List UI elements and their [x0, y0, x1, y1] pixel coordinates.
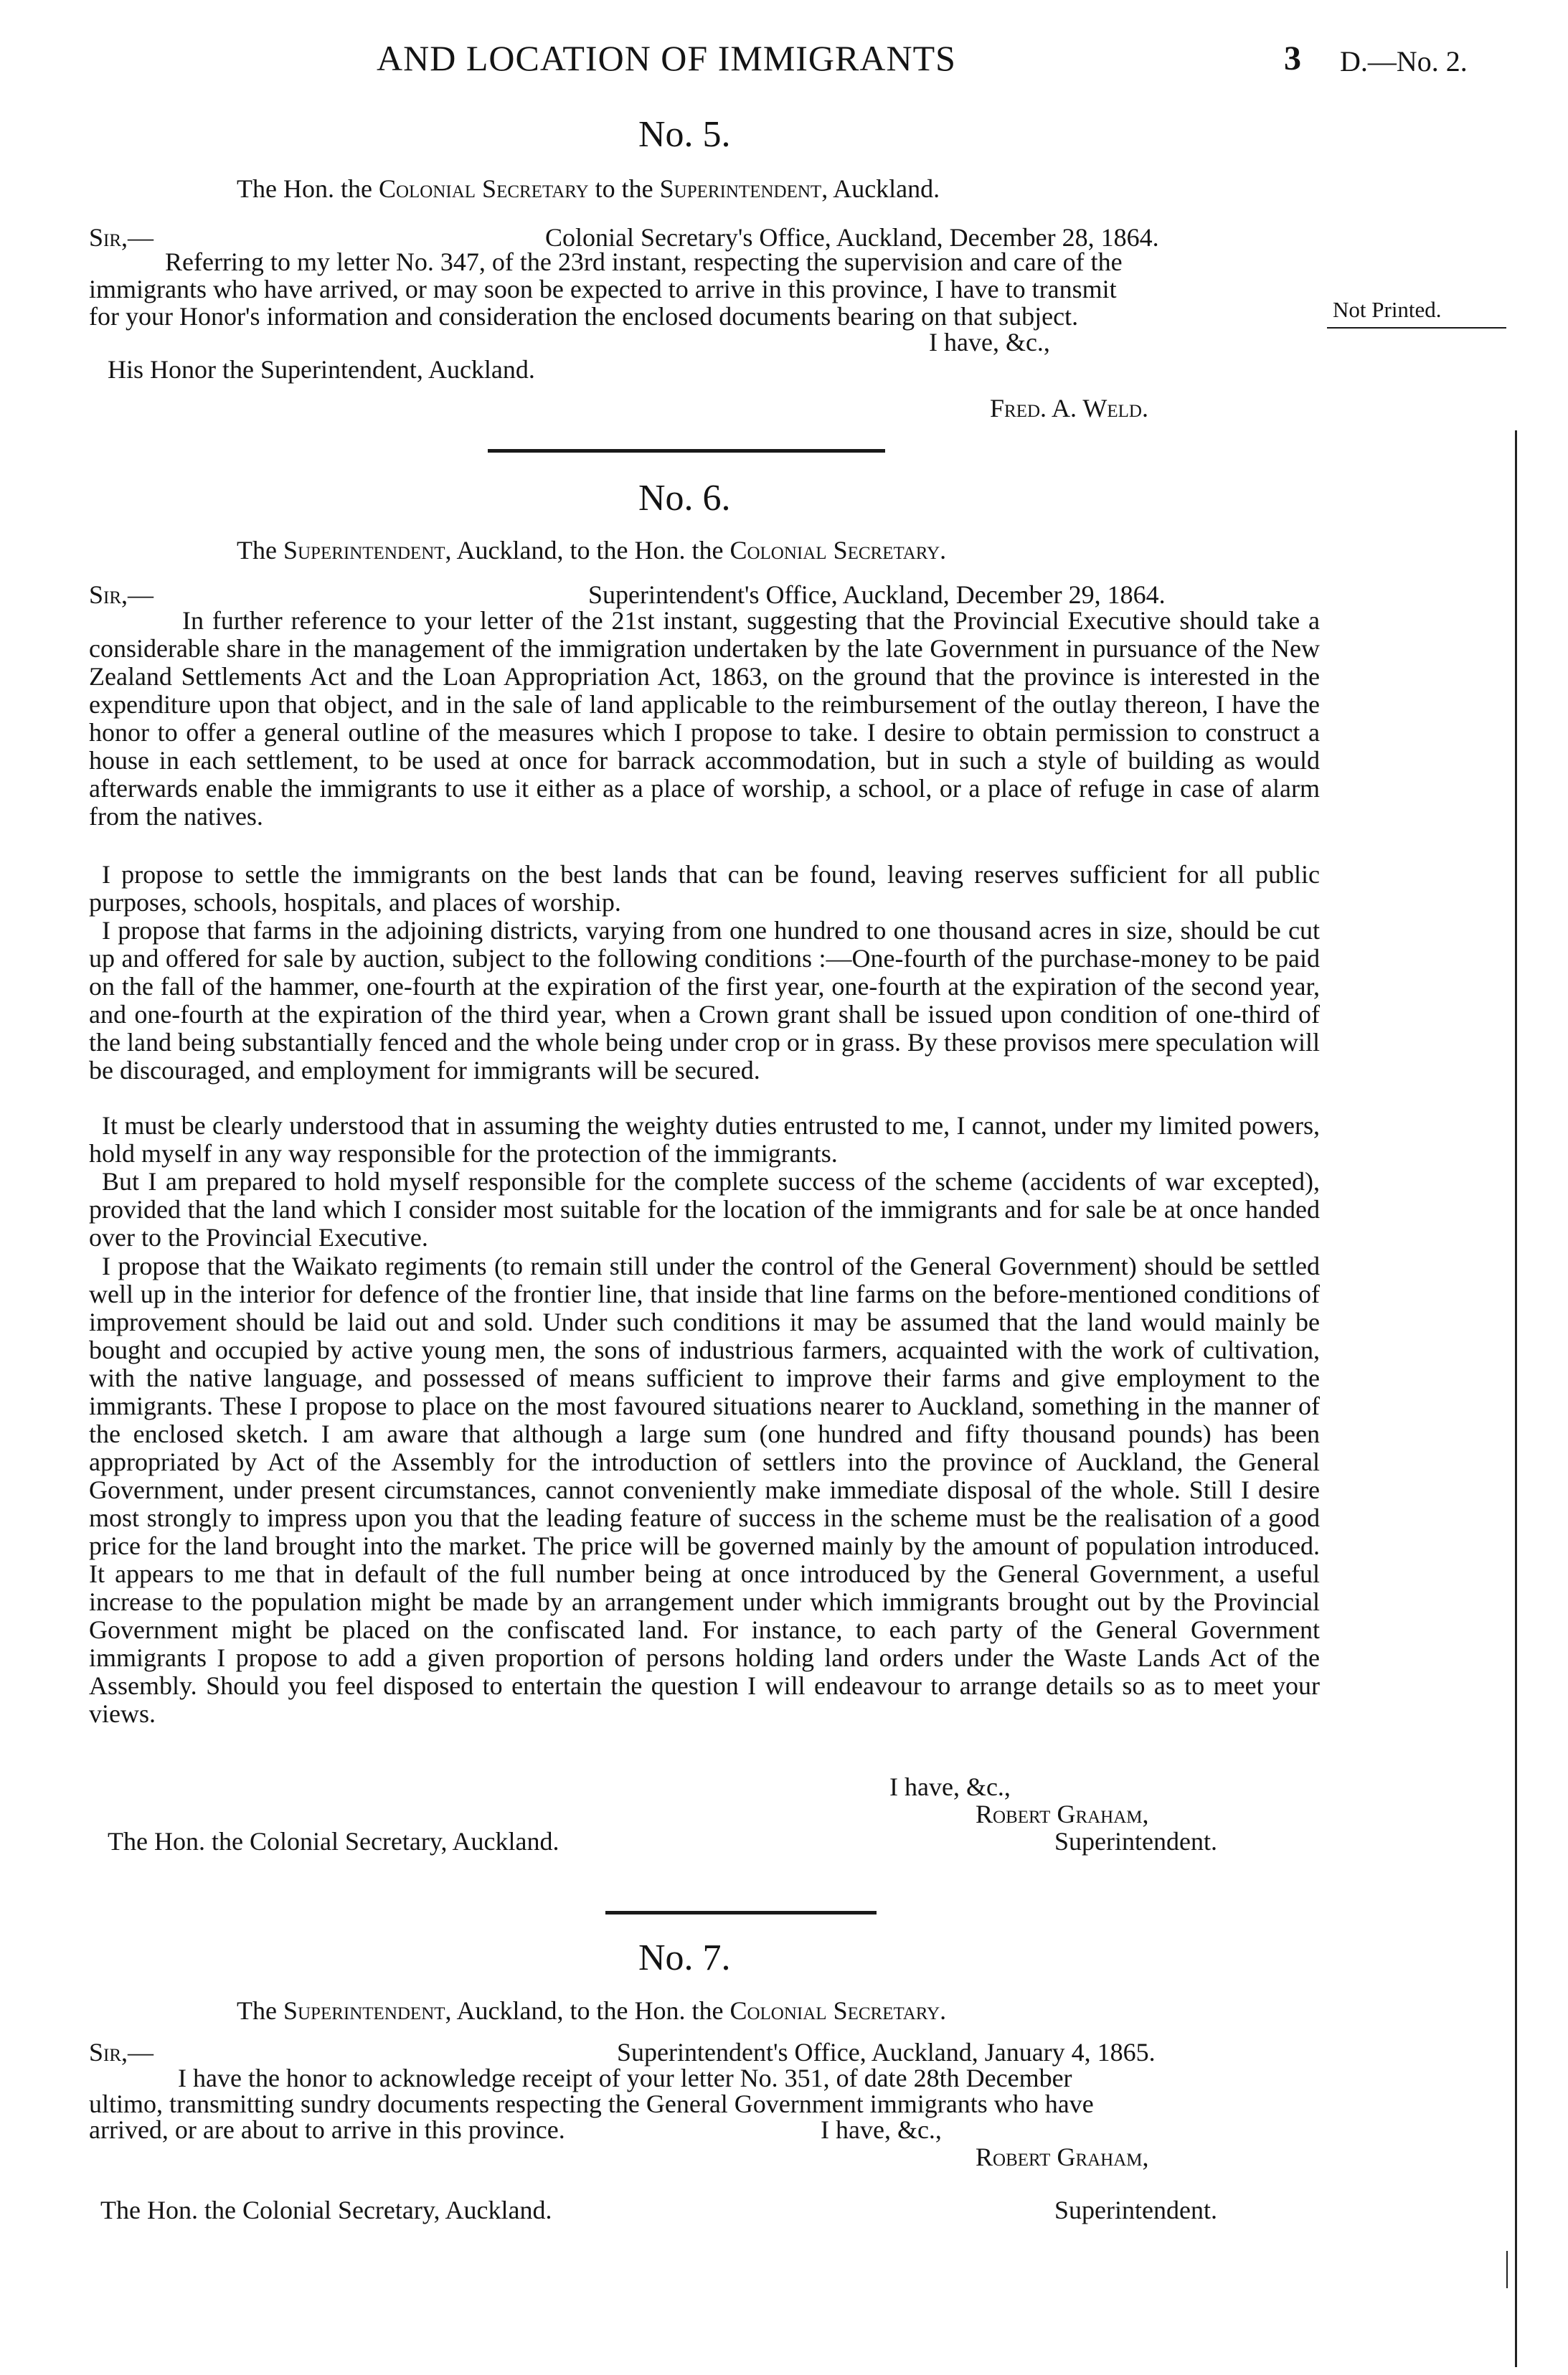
- page-edge-line: [1515, 430, 1517, 2367]
- scan-mark: [1506, 2251, 1508, 2288]
- letter-5-line: for your Honor's information and consideration the enclosed documents bearing on that subject.: [89, 302, 1079, 331]
- letter-5-signature: Fred. A. Weld.: [990, 394, 1148, 422]
- letter-6-closing: I have, &c.,: [889, 1772, 1011, 1801]
- letter-6-paragraph: I propose to settle the immigrants on the best lands that can be found, leaving reserves sufficient for all public purposes, schools, hospitals, and places of worship.: [89, 860, 1320, 917]
- series-number: D.—No. 2.: [1340, 45, 1468, 77]
- letter-7-line: arrived, or are about to arrive in this province.: [89, 2115, 565, 2144]
- page-number: 3: [1284, 39, 1301, 77]
- letter-6-signature: Robert Graham,: [976, 1800, 1149, 1828]
- margin-note-rule: [1327, 327, 1506, 329]
- running-header-title: AND LOCATION OF IMMIGRANTS: [377, 38, 956, 78]
- letter-6-paragraph: I propose that the Waikato regiments (to remain still under the control of the General Government) should be settled well up in the interior for defence of the frontier line, that inside that line farms on the before-mentioned conditions of improvement should be laid out and sold. Under such conditions it may be assumed that the land would mainly be bought and occupied by active young men, the sons of industrious farmers, acquainted with the work of cultivation, with the native language, and possessed of means sufficient to improve their farms and give employment to the immigrants. These I propose to place on the most favoured situations nearer to Auckland, something in the manner of the enclosed sketch. I am aware that although a large sum (one hundred and fifty thousand pounds) has been appropriated by Act of the Assembly for the introduction of settlers into the province of Auckland, the General Government, under present circumstances, cannot conveniently make immediate disposal of the whole. Still I desire most strongly to impress upon you that the leading feature of success in the scheme must be the realisation of a good price for the land brought into the market. The price will be governed mainly by the amount of population introduced. It appears to me that in default of the full number being at once introduced by the General Government, a useful increase to the population might be made by an arrangement under which immigrants brought out by the Provincial Government might be placed on the confiscated land. For instance, to each party of the General Government immigrants I propose to add a given proportion of persons holding land orders under the Waste Lands Act of the Assembly. Should you feel disposed to entertain the question I will endeavour to arrange details so as to meet your views.: [89, 1252, 1320, 1728]
- letter-5-line: immigrants who have arrived, or may soon be expected to arrive in this province, I have to transmit: [89, 275, 1117, 303]
- letter-7-line: I have the honor to acknowledge receipt of your letter No. 351, of date 28th December: [178, 2064, 1072, 2092]
- letter-7-address: The Superintendent, Auckland, to the Hon. the Colonial Secretary.: [237, 1996, 947, 2025]
- letter-6-address: The Superintendent, Auckland, to the Hon. the Colonial Secretary.: [237, 536, 947, 565]
- margin-note: Not Printed.: [1333, 297, 1442, 322]
- letter-5-line: Referring to my letter No. 347, of the 23rd instant, respecting the supervision and care of the: [165, 247, 1123, 276]
- letter-7-line: ultimo, transmitting sundry documents respecting the General Government immigrants who have: [89, 2090, 1094, 2118]
- letter-6-salutation: Sir,—: [89, 580, 154, 609]
- letter-7-signature-title: Superintendent.: [1054, 2196, 1217, 2224]
- letter-7-recipient: The Hon. the Colonial Secretary, Auckland.: [100, 2196, 552, 2224]
- letter-6-paragraph: But I am prepared to hold myself responsible for the complete success of the scheme (accidents of war excepted), provided that the land which I consider most suitable for the location of the immigrants and for sale be at once handed over to the Provincial Executive.: [89, 1167, 1320, 1252]
- section-divider: [488, 449, 885, 453]
- letter-5-number: No. 5.: [638, 114, 731, 155]
- letter-6-signature-title: Superintendent.: [1054, 1827, 1217, 1856]
- letter-7-salutation: Sir,—: [89, 2038, 154, 2067]
- letter-7-dateline: Superintendent's Office, Auckland, January 4, 1865.: [617, 2038, 1156, 2067]
- letter-6-number: No. 6.: [638, 478, 731, 519]
- letter-7-signature: Robert Graham,: [976, 2143, 1149, 2171]
- letter-5-address: The Hon. the Colonial Secretary to the Superintendent, Auckland.: [237, 174, 940, 203]
- letter-6-paragraph: In further reference to your letter of the 21st instant, suggesting that the Provincial Executive should take a considerable share in the management of the immigration undertaken by the late Government in pursuance of the New Zealand Settlements Act and the Loan Appropriation Act, 1863, on the ground that the province is interested in the expenditure upon that object, and in the sale of land applicable to the reimbursement of the outlay thereon, I have the honor to offer a general outline of the measures which I propose to take. I desire to obtain permission to construct a house in each settlement, to be used at once for barrack accommodation, but in such a style of building as would afterwards enable the immigrants to use it either as a place of worship, a school, or a place of refuge in case of alarm from the natives.: [89, 606, 1320, 831]
- letter-6-dateline: Superintendent's Office, Auckland, December 29, 1864.: [588, 580, 1166, 609]
- letter-5-dateline: Colonial Secretary's Office, Auckland, December 28, 1864.: [545, 223, 1159, 252]
- letter-6-paragraph: It must be clearly understood that in assuming the weighty duties entrusted to me, I cannot, under my limited powers, hold myself in any way responsible for the protection of the immigrants.: [89, 1111, 1320, 1168]
- letter-6-recipient: The Hon. the Colonial Secretary, Auckland.: [108, 1827, 559, 1856]
- letter-5-salutation: Sir,—: [89, 223, 154, 252]
- letter-7-closing: I have, &c.,: [821, 2115, 942, 2144]
- section-divider: [605, 1911, 877, 1914]
- letter-6-paragraph: I propose that farms in the adjoining districts, varying from one hundred to one thousand acres in size, should be cut up and offered for sale by auction, subject to the following conditions :—One-fourth of the purchase-money to be paid on the fall of the hammer, one-fourth at the expiration of the first year, one-fourth at the expiration of the second year, and one-fourth at the expiration of the third year, when a Crown grant shall be issued upon condition of one-third of the land being substantially fenced and the whole being under crop or in grass. By these provisos mere speculation will be discouraged, and employment for immigrants will be secured.: [89, 916, 1320, 1085]
- letter-7-number: No. 7.: [638, 1937, 731, 1978]
- letter-5-recipient: His Honor the Superintendent, Auckland.: [108, 355, 535, 384]
- letter-5-closing: I have, &c.,: [929, 328, 1050, 357]
